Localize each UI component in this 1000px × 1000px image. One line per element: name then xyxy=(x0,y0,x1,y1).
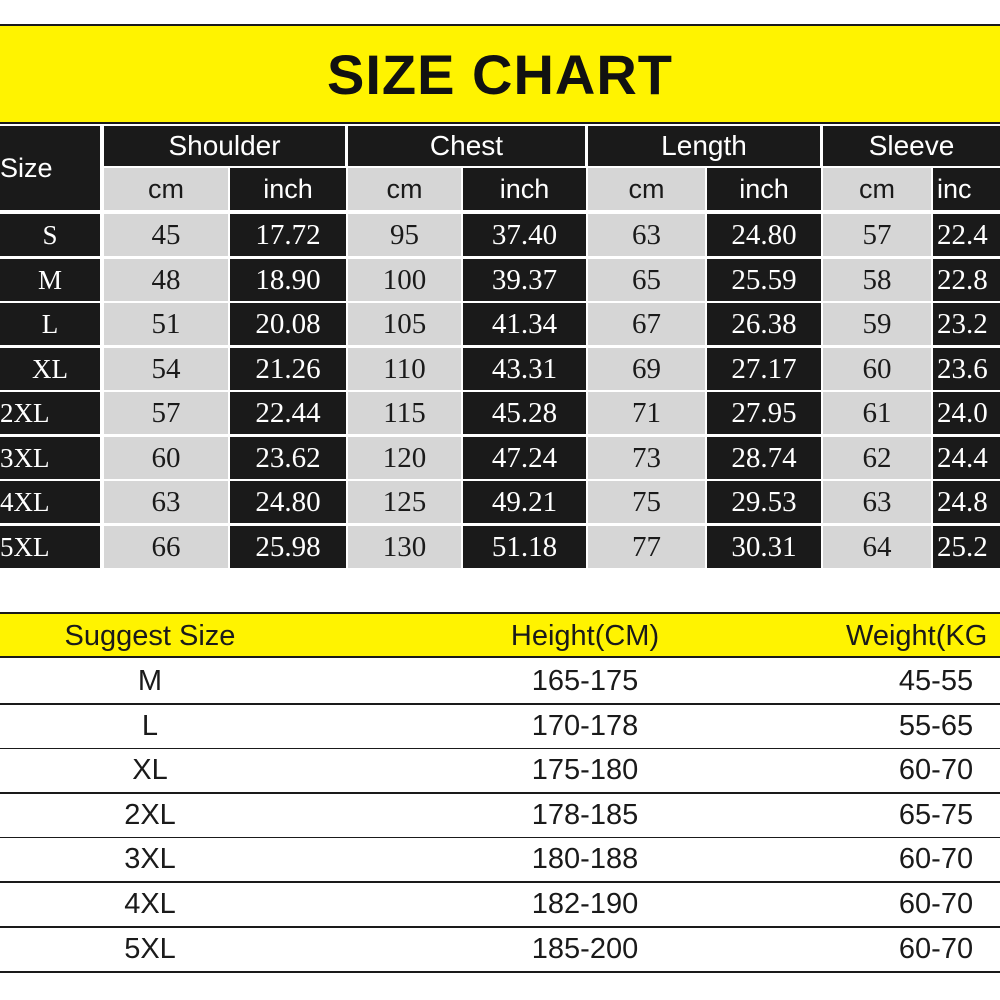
measure-cm-value: 75 xyxy=(588,481,705,523)
weight-range-value: 60-70 xyxy=(898,933,974,965)
measure-cm-value: 105 xyxy=(348,303,461,345)
measure-inch-value: 24.4 xyxy=(933,437,1000,479)
measure-cm-value: 51 xyxy=(104,303,228,345)
size-column-header: Size xyxy=(0,126,100,210)
measure-cm-value: 73 xyxy=(588,437,705,479)
measure-inch-value: 30.31 xyxy=(707,526,821,568)
suggest-size-value: M xyxy=(137,665,163,697)
measure-inch-value: 23.6 xyxy=(933,348,1000,390)
unit-cm-header: cm xyxy=(104,168,228,210)
weight-header: Weight(KG xyxy=(846,619,988,652)
height-range-value: 170-178 xyxy=(531,710,639,742)
suggest-size-value: XL xyxy=(132,754,168,786)
measure-inch-value: 24.8 xyxy=(933,481,1000,523)
measure-inch-value: 37.40 xyxy=(463,214,586,256)
measure-cm-value: 71 xyxy=(588,392,705,434)
measure-inch-value: 47.24 xyxy=(463,437,586,479)
measure-cm-value: 130 xyxy=(348,526,461,568)
measure-inch-value: 24.80 xyxy=(707,214,821,256)
measure-cm-value: 57 xyxy=(104,392,228,434)
unit-cm-header: cm xyxy=(823,168,931,210)
measure-cm-value: 57 xyxy=(823,214,931,256)
suggest-size-value: 2XL xyxy=(124,799,176,831)
measure-cm-value: 115 xyxy=(348,392,461,434)
measure-inch-value: 49.21 xyxy=(463,481,586,523)
weight-range-value: 45-55 xyxy=(898,665,974,697)
measure-cm-value: 58 xyxy=(823,259,931,301)
unit-inch-header: inch xyxy=(230,168,346,210)
measure-cm-value: 63 xyxy=(823,481,931,523)
measure-inch-value: 22.8 xyxy=(933,259,1000,301)
measure-inch-value: 25.59 xyxy=(707,259,821,301)
size-label: S xyxy=(0,214,100,256)
height-range-value: 185-200 xyxy=(531,933,639,965)
measure-inch-value: 43.31 xyxy=(463,348,586,390)
suggest-size-value: L xyxy=(141,710,159,742)
group-header-sleeve: Sleeve xyxy=(823,126,1000,166)
measure-cm-value: 59 xyxy=(823,303,931,345)
measure-inch-value: 45.28 xyxy=(463,392,586,434)
height-header: Height(CM) xyxy=(510,619,660,652)
measure-cm-value: 48 xyxy=(104,259,228,301)
group-header-length: Length xyxy=(588,126,820,166)
suggest-size-header: Suggest Size xyxy=(64,619,236,652)
measure-inch-value: 22.44 xyxy=(230,392,346,434)
measure-inch-value: 24.80 xyxy=(230,481,346,523)
size-label: L xyxy=(0,303,100,345)
unit-inch-header: inch xyxy=(463,168,586,210)
group-header-shoulder: Shoulder xyxy=(104,126,345,166)
measure-cm-value: 77 xyxy=(588,526,705,568)
suggest-table-row xyxy=(0,705,1000,750)
measure-inch-value: 23.62 xyxy=(230,437,346,479)
size-label: 3XL xyxy=(0,437,100,479)
measure-inch-value: 22.4 xyxy=(933,214,1000,256)
unit-inch-header: inc xyxy=(933,168,1000,210)
measure-inch-value: 20.08 xyxy=(230,303,346,345)
suggest-size-value: 5XL xyxy=(124,933,176,965)
measure-cm-value: 63 xyxy=(588,214,705,256)
unit-cm-header: cm xyxy=(348,168,461,210)
measure-cm-value: 67 xyxy=(588,303,705,345)
suggest-table-row xyxy=(0,883,1000,928)
weight-range-value: 60-70 xyxy=(898,888,974,920)
suggest-table-row xyxy=(0,660,1000,705)
size-chart-title-banner xyxy=(0,24,1000,124)
measure-cm-value: 65 xyxy=(588,259,705,301)
height-range-value: 182-190 xyxy=(531,888,639,920)
measure-inch-value: 18.90 xyxy=(230,259,346,301)
suggest-table-row xyxy=(0,749,1000,794)
suggest-table-header xyxy=(0,612,1000,658)
suggest-size-value: 4XL xyxy=(124,888,176,920)
measure-cm-value: 54 xyxy=(104,348,228,390)
measure-cm-value: 61 xyxy=(823,392,931,434)
measure-cm-value: 95 xyxy=(348,214,461,256)
measure-cm-value: 69 xyxy=(588,348,705,390)
height-range-value: 175-180 xyxy=(531,754,639,786)
size-label: 5XL xyxy=(0,526,100,568)
height-range-value: 178-185 xyxy=(531,799,639,831)
measure-inch-value: 26.38 xyxy=(707,303,821,345)
measure-inch-value: 41.34 xyxy=(463,303,586,345)
suggest-table-row xyxy=(0,838,1000,883)
suggest-table-row xyxy=(0,928,1000,973)
measure-cm-value: 125 xyxy=(348,481,461,523)
unit-inch-header: inch xyxy=(707,168,821,210)
size-label: XL xyxy=(0,348,100,390)
measure-inch-value: 51.18 xyxy=(463,526,586,568)
measure-cm-value: 63 xyxy=(104,481,228,523)
measure-cm-value: 64 xyxy=(823,526,931,568)
height-range-value: 180-188 xyxy=(531,843,639,875)
measure-inch-value: 23.2 xyxy=(933,303,1000,345)
size-chart-title: SIZE CHART xyxy=(327,42,673,106)
measure-inch-value: 39.37 xyxy=(463,259,586,301)
measure-inch-value: 24.0 xyxy=(933,392,1000,434)
measure-cm-value: 66 xyxy=(104,526,228,568)
measure-inch-value: 27.17 xyxy=(707,348,821,390)
group-header-chest: Chest xyxy=(348,126,585,166)
weight-range-value: 55-65 xyxy=(898,710,974,742)
measure-inch-value: 29.53 xyxy=(707,481,821,523)
measure-inch-value: 28.74 xyxy=(707,437,821,479)
measure-cm-value: 45 xyxy=(104,214,228,256)
measure-cm-value: 110 xyxy=(348,348,461,390)
measure-inch-value: 25.98 xyxy=(230,526,346,568)
measure-cm-value: 60 xyxy=(823,348,931,390)
measure-cm-value: 120 xyxy=(348,437,461,479)
measure-inch-value: 17.72 xyxy=(230,214,346,256)
unit-cm-header: cm xyxy=(588,168,705,210)
measure-cm-value: 100 xyxy=(348,259,461,301)
measure-cm-value: 60 xyxy=(104,437,228,479)
measure-cm-value: 62 xyxy=(823,437,931,479)
weight-range-value: 65-75 xyxy=(898,799,974,831)
suggest-table-row xyxy=(0,794,1000,839)
size-label: M xyxy=(0,259,100,301)
suggest-size-value: 3XL xyxy=(124,843,176,875)
measure-inch-value: 27.95 xyxy=(707,392,821,434)
measure-inch-value: 21.26 xyxy=(230,348,346,390)
size-label: 2XL xyxy=(0,392,100,434)
height-range-value: 165-175 xyxy=(531,665,639,697)
measure-inch-value: 25.2 xyxy=(933,526,1000,568)
weight-range-value: 60-70 xyxy=(898,843,974,875)
weight-range-value: 60-70 xyxy=(898,754,974,786)
size-label: 4XL xyxy=(0,481,100,523)
